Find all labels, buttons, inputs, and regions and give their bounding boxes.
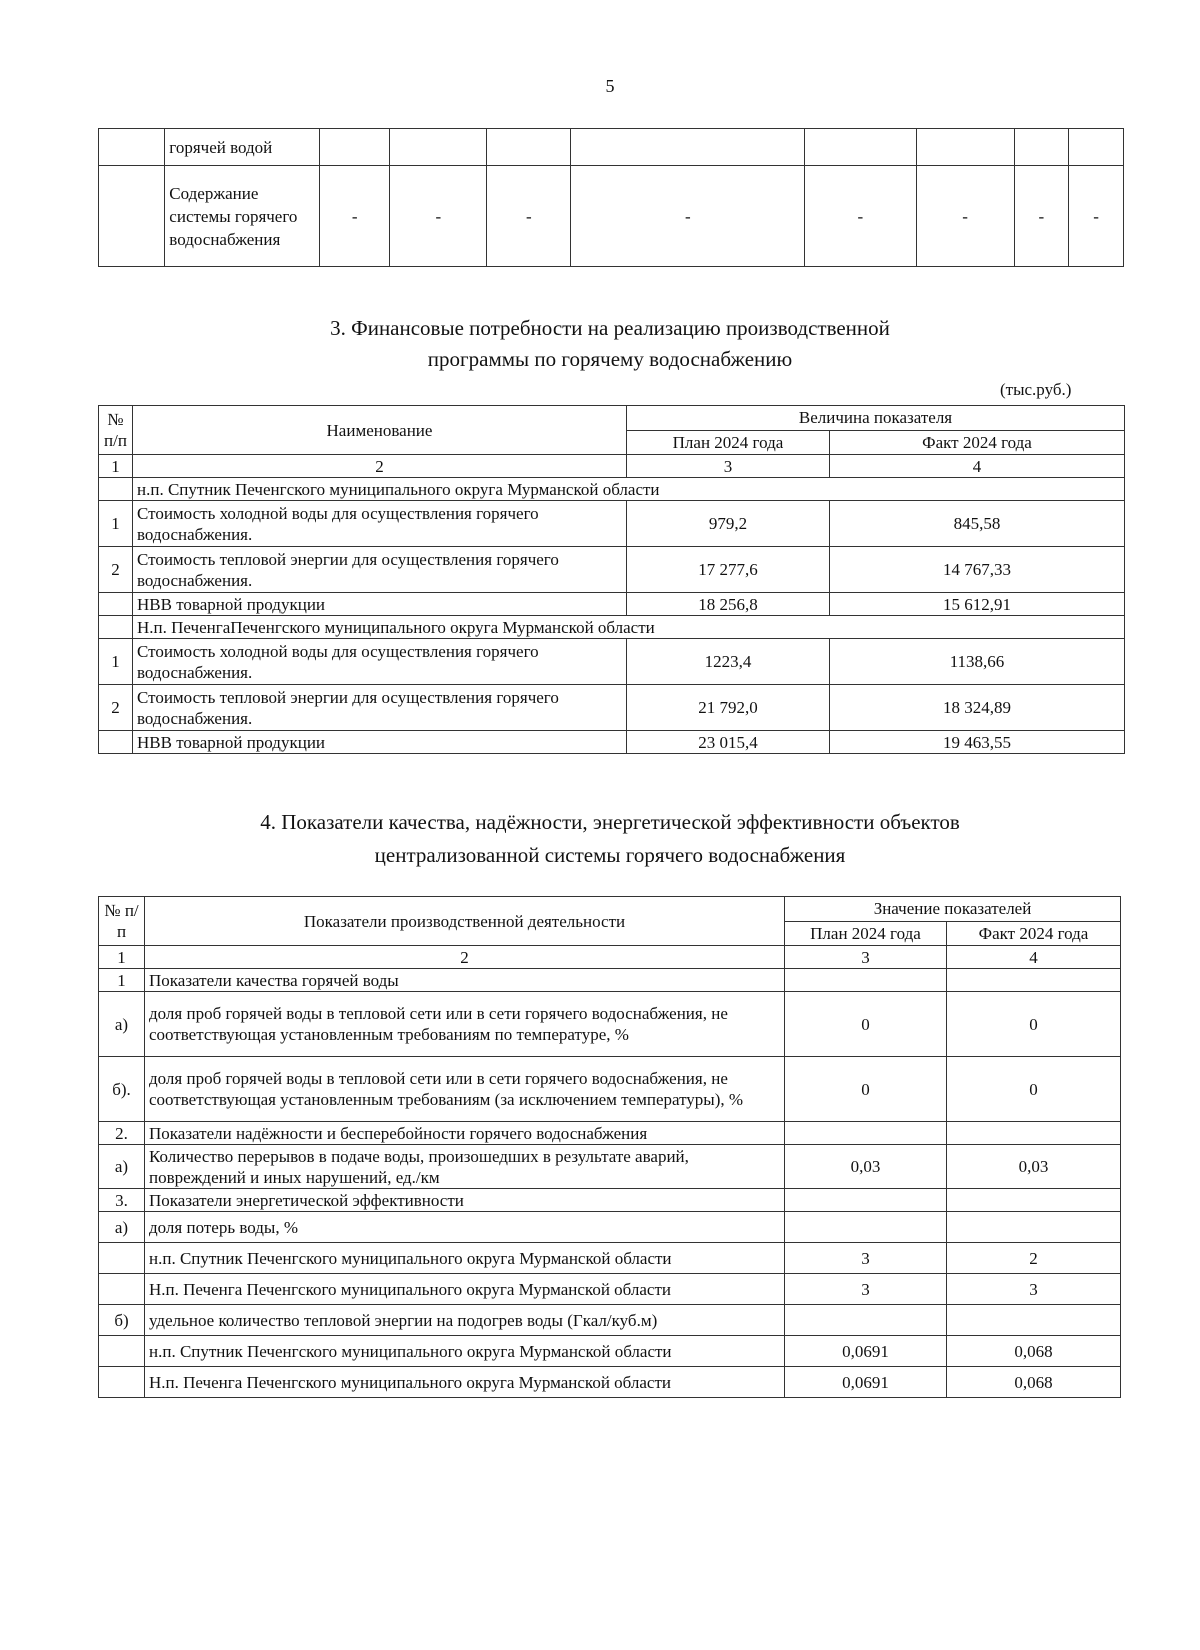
page-number: 5 <box>605 76 615 96</box>
section3-title-line2: программы по горячему водоснабжению <box>427 347 793 371</box>
table-row: 2 Стоимость тепловой энергии для осуществления горячего водоснабжения. 17 277,6 14 767,33 <box>99 547 1125 593</box>
group-title: н.п. Спутник Печенгского муниципального округа Мурманской области <box>133 478 1125 501</box>
table-row: а) доля проб горячей воды в тепловой сети или в сети горячего водоснабжения, не соответствующая установленным требованиям по температуре, % 0 0 <box>99 992 1121 1057</box>
table-row: НВВ товарной продукции 18 256,8 15 612,91 <box>99 593 1125 616</box>
unit-label: (тыс.руб.) <box>1000 380 1072 399</box>
value-cell: - <box>1014 166 1069 267</box>
group-title-row <box>99 478 1125 501</box>
table-row: 1 Стоимость холодной воды для осуществления горячего водоснабжения. 1223,4 1138,66 <box>99 639 1125 685</box>
table-row: 3. Показатели энергетической эффективности <box>99 1189 1121 1212</box>
table-row: НВВ товарной продукции 23 015,4 19 463,55 <box>99 731 1125 754</box>
table-row: 1 Показатели качества горячей воды <box>99 969 1121 992</box>
value-group-header: Величина показателя <box>627 406 1125 431</box>
group-title-row <box>99 616 1125 639</box>
index-row: 1 2 3 4 <box>99 946 1121 969</box>
value-cell: - <box>916 166 1014 267</box>
header-row <box>99 897 1121 922</box>
value-cell: - <box>390 166 487 267</box>
table-row: Н.п. Печенга Печенгского муниципального округа Мурманской области 3 3 <box>99 1274 1121 1305</box>
continuation-row <box>99 129 1124 166</box>
section4-title-line2: централизованной системы горячего водоснабжения <box>374 843 846 867</box>
table-row: а) доля потерь воды, % <box>99 1212 1121 1243</box>
col-plan-header: План 2024 года <box>785 921 947 946</box>
table-row: а) Количество перерывов в подаче воды, произошедших в результате аварий, повреждений и иных нарушений, ед./км 0,03 0,03 <box>99 1145 1121 1189</box>
col-num-header: № п/п <box>99 406 133 455</box>
value-cell: - <box>805 166 917 267</box>
table-row: 1 Стоимость холодной воды для осуществления горячего водоснабжения. 979,2 845,58 <box>99 501 1125 547</box>
value-cell: - <box>487 166 571 267</box>
table-row: б) удельное количество тепловой энергии на подогрев воды (Гкал/куб.м) <box>99 1305 1121 1336</box>
table-row: 2. Показатели надёжности и бесперебойности горячего водоснабжения <box>99 1122 1121 1145</box>
value-cell: - <box>319 166 390 267</box>
table-row: н.п. Спутник Печенгского муниципального округа Мурманской области 3 2 <box>99 1243 1121 1274</box>
table-row: Н.п. Печенга Печенгского муниципального округа Мурманской области 0,0691 0,068 <box>99 1367 1121 1398</box>
header-row <box>99 406 1125 431</box>
col-fact-header: Факт 2024 года <box>830 430 1125 455</box>
value-group-header: Значение показателей <box>785 897 1121 922</box>
section4-title-line1: 4. Показатели качества, надёжности, энергетической эффективности объектов <box>260 810 960 834</box>
continuation-table <box>98 128 1124 267</box>
col-name-header: Наименование <box>133 406 627 455</box>
value-cell: - <box>571 166 805 267</box>
table-row: б). доля проб горячей воды в тепловой сети или в сети горячего водоснабжения, не соответствующая установленным требованиям (за исключением температуры), % 0 0 <box>99 1057 1121 1122</box>
section3-title-line1: 3. Финансовые потребности на реализацию производственной <box>330 316 890 340</box>
financial-table <box>98 405 1125 754</box>
value-cell: - <box>1069 166 1124 267</box>
col-name-header: Показатели производственной деятельности <box>145 897 785 946</box>
quality-indicators-table <box>98 896 1121 1398</box>
group-title: Н.п. ПеченгаПеченгского муниципального округа Мурманской области <box>133 616 1125 639</box>
row-label: Содержание системы горячего водоснабжения <box>165 166 320 267</box>
row-label: горячей водой <box>165 129 320 166</box>
col-num-header: № п/п <box>99 897 145 946</box>
continuation-row <box>99 166 1124 267</box>
col-fact-header: Факт 2024 года <box>947 921 1121 946</box>
table-row: 2 Стоимость тепловой энергии для осуществления горячего водоснабжения. 21 792,0 18 324,89 <box>99 685 1125 731</box>
col-plan-header: План 2024 года <box>627 430 830 455</box>
index-row: 1 2 3 4 <box>99 455 1125 478</box>
table-row: н.п. Спутник Печенгского муниципального округа Мурманской области 0,0691 0,068 <box>99 1336 1121 1367</box>
